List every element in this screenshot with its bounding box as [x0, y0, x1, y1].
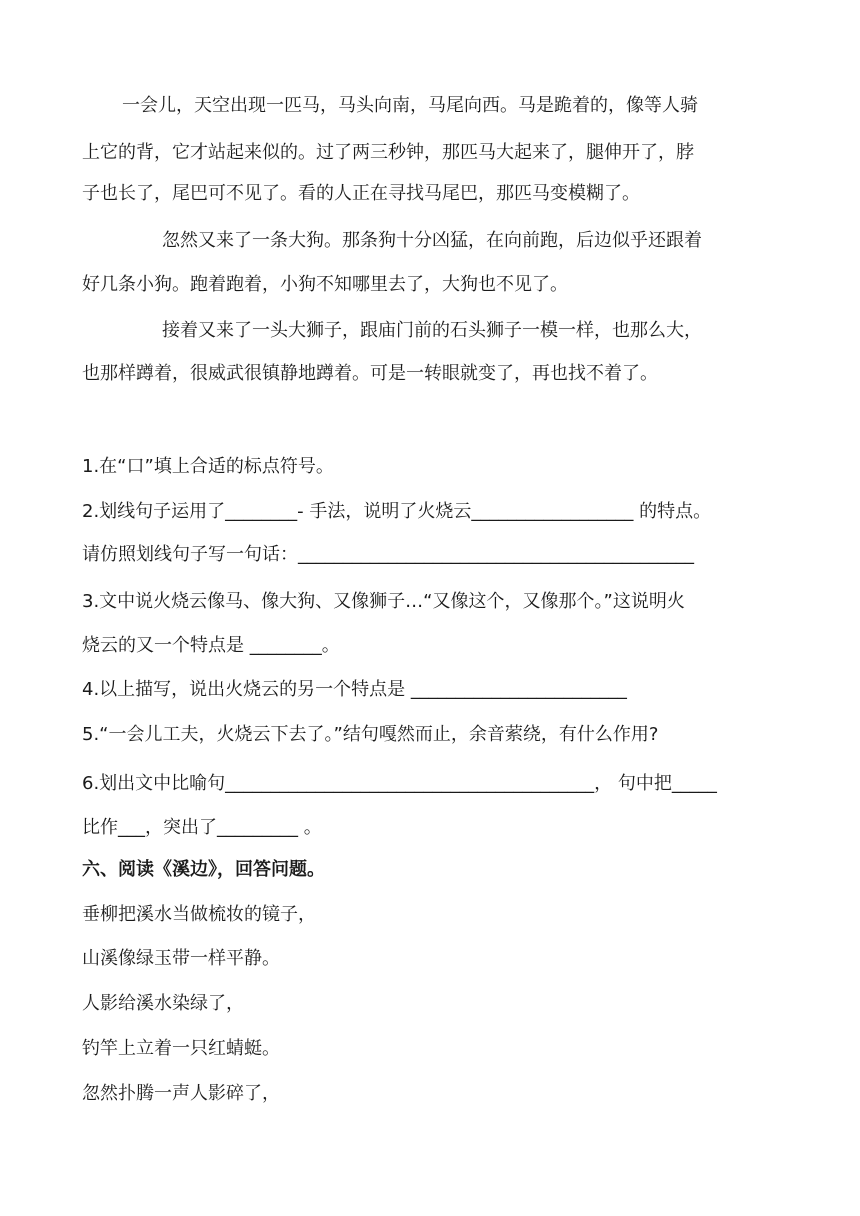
section-six-heading: 六、阅读《溪边》，回答问题。 [82, 859, 325, 880]
passage-line: 接着又来了一头大狮子，跟庙门前的石头狮子一模一样，也那么大， [162, 320, 702, 341]
poem-line: 垂柳把溪水当做梳妆的镜子， [82, 904, 316, 925]
question-3: 3.文中说火烧云像马、像大狗、又像狮子…“又像这个，又像那个。”这说明火 [82, 591, 685, 612]
question-6-cont: 比作___，突出了_________ 。 [82, 817, 322, 838]
passage-line: 忽然又来了一条大狗。那条狗十分凶猛，在向前跑，后边似乎还跟着 [162, 230, 702, 251]
poem-line: 人影给溪水染绿了， [82, 993, 244, 1014]
passage-line: 也那样蹲着，很威武很镇静地蹲着。可是一转眼就变了，再也找不着了。 [82, 363, 658, 384]
question-1: 1.在“口”填上合适的标点符号。 [82, 456, 334, 477]
question-3-cont: 烧云的又一个特点是 ________。 [82, 635, 340, 656]
passage-line: 好几条小狗。跑着跑着，小狗不知哪里去了，大狗也不见了。 [82, 274, 568, 295]
passage-line: 上它的背，它才站起来似的。过了两三秒钟，那匹马大起来了，腿伸开了，脖 [82, 142, 694, 163]
passage-line: 子也长了，尾巴可不见了。看的人正在寻找马尾巴，那匹马变模糊了。 [82, 183, 640, 204]
poem-line: 忽然扑腾一声人影碎了， [82, 1083, 280, 1104]
question-2-imitation: 请仿照划线句子写一句话：____________________________________________ [82, 544, 694, 565]
question-4: 4.以上描写，说出火烧云的另一个特点是 ________________________ [82, 679, 627, 700]
question-5: 5.“一会儿工夫，火烧云下去了。”结句嘎然而止，余音萦绕，有什么作用? [82, 724, 659, 745]
question-2: 2.划线句子运用了________- 手法，说明了火烧云__________________ 的特点。 [82, 501, 712, 522]
poem-line: 钓竿上立着一只红蜻蜓。 [82, 1038, 280, 1059]
passage-line: 一会儿，天空出现一匹马，马头向南，马尾向西。马是跪着的，像等人骑 [122, 95, 698, 116]
poem-line: 山溪像绿玉带一样平静。 [82, 948, 280, 969]
question-6: 6.划出文中比喻句_________________________________________， 句中把_____ [82, 773, 717, 794]
